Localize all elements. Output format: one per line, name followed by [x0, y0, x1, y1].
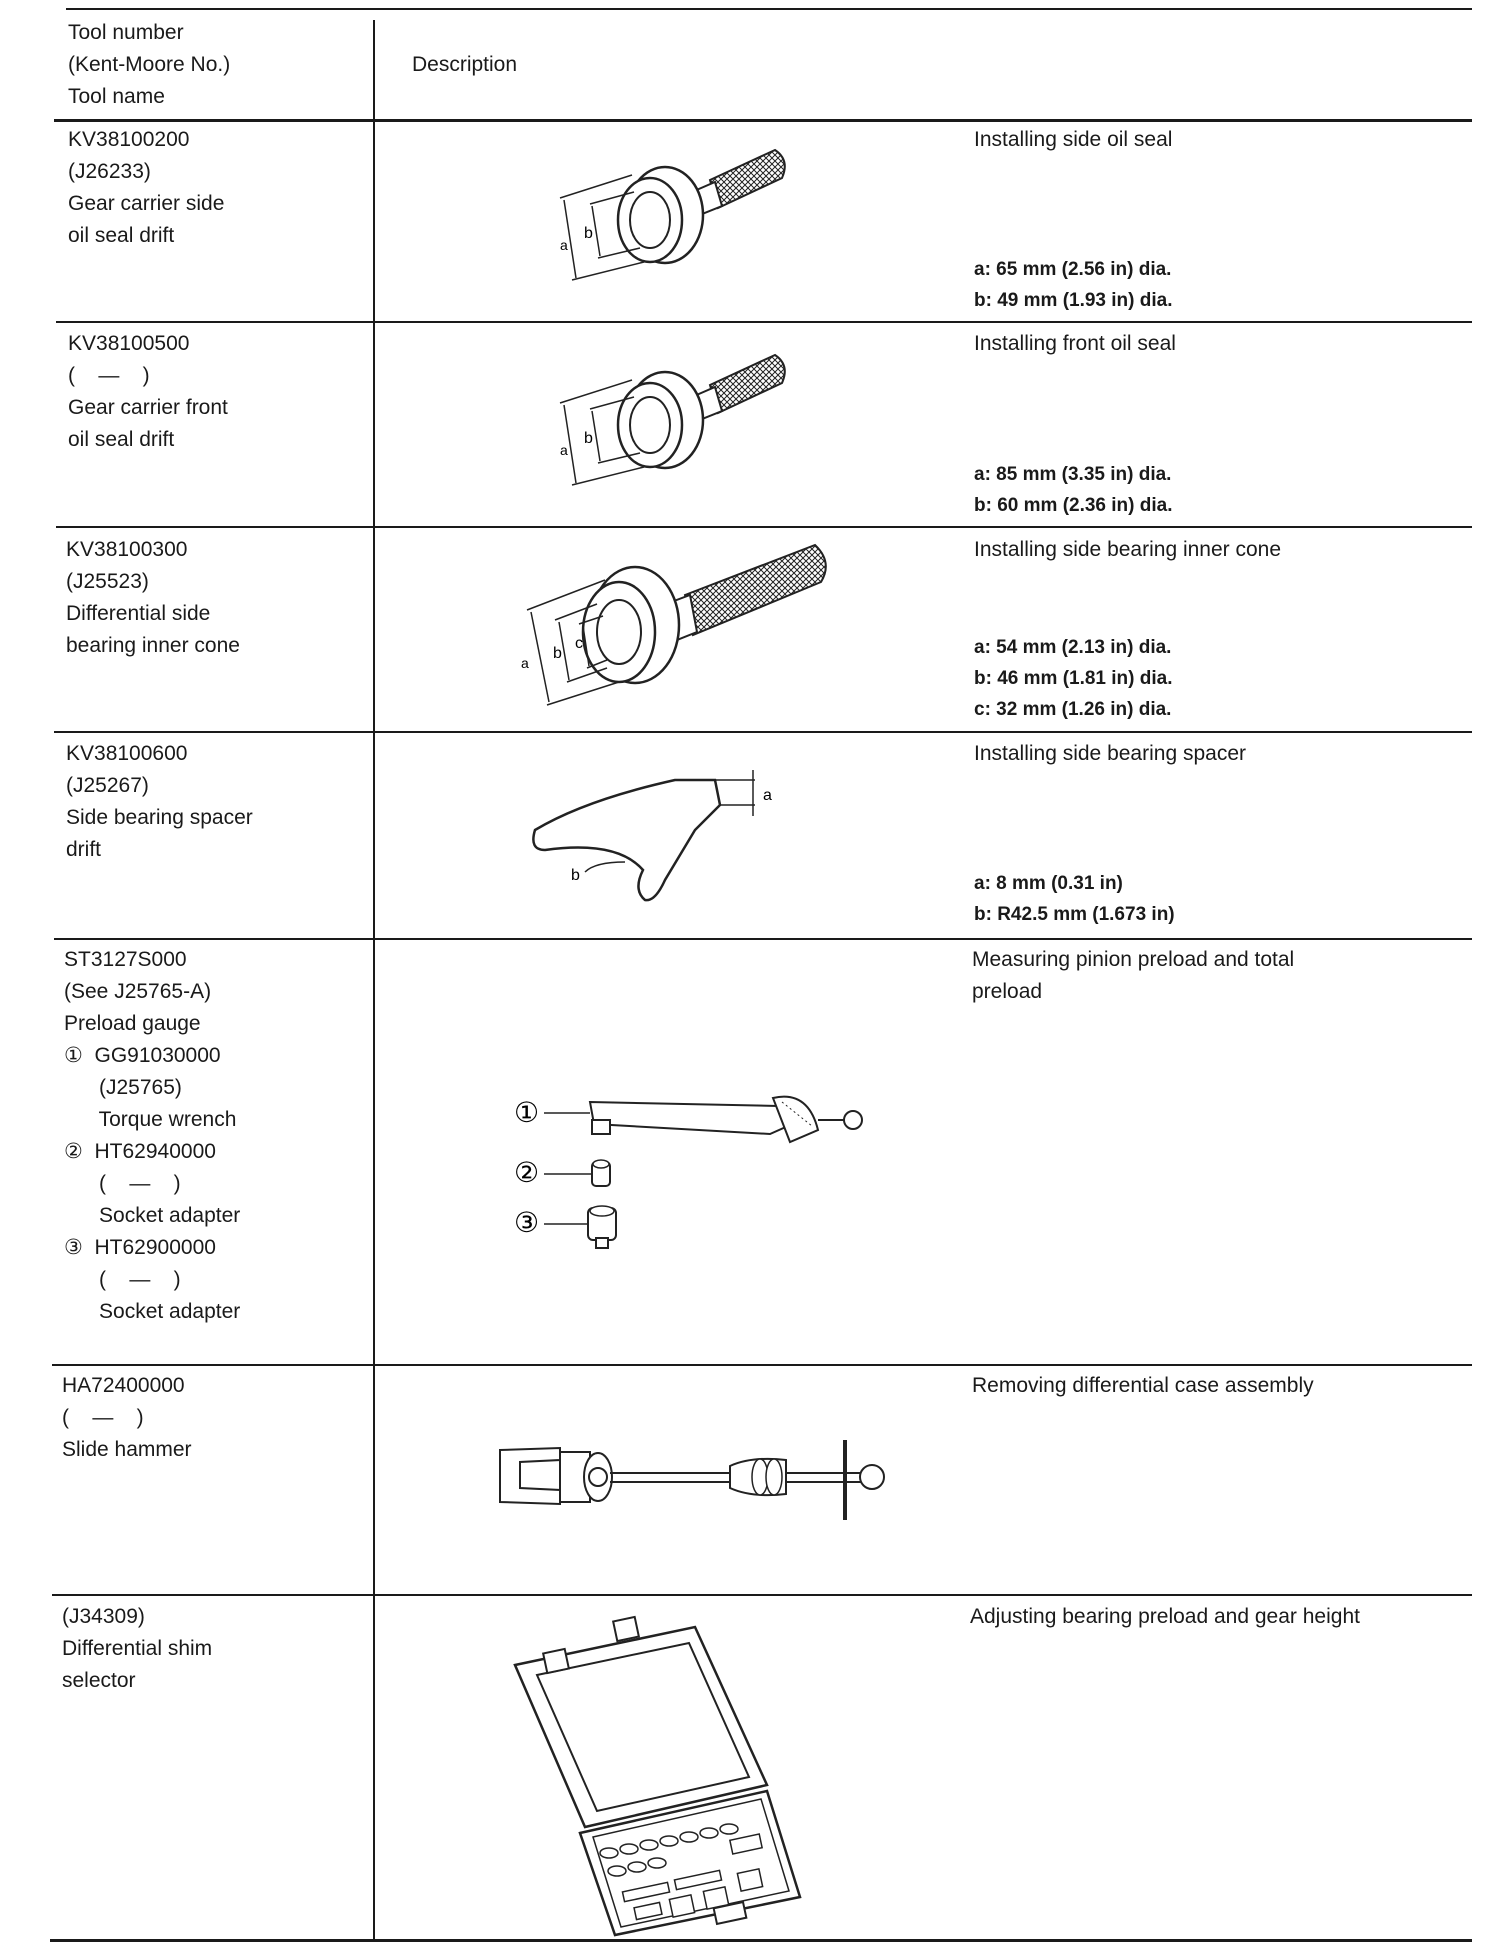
row-4-tool-name-2: drift — [66, 838, 102, 861]
callout-2: ② — [514, 1157, 540, 1188]
row-2-tool-name-2: oil seal drift — [68, 428, 175, 451]
row-3-label-c: c — [575, 635, 583, 652]
preload-gauge-illustration — [508, 1080, 878, 1280]
slide-hammer-illustration — [490, 1430, 900, 1530]
row-6-tool-name: Slide hammer — [62, 1438, 192, 1461]
row-6-tool-number: HA72400000 — [62, 1374, 185, 1397]
row-3-kent-moore: (J25523) — [66, 570, 149, 593]
row-1-dim-b: b: 49 mm (1.93 in) dia. — [974, 290, 1173, 311]
callout-1: ① — [514, 1097, 540, 1128]
header-tool-number: Tool number — [68, 21, 184, 44]
row-divider-5 — [52, 1364, 1472, 1366]
row-5-part-2-number: ② HT62940000 — [64, 1140, 216, 1163]
row-2-tool-number: KV38100500 — [68, 332, 190, 355]
row-1-dim-a: a: 65 mm (2.56 in) dia. — [974, 259, 1172, 280]
callout-3: ③ — [514, 1207, 540, 1238]
table-bottom-rule — [50, 1939, 1472, 1942]
front-oil-seal-drift-illustration — [550, 345, 800, 495]
row-5-part-1-number: ① GG91030000 — [64, 1044, 221, 1067]
row-5-part-2-kent-moore: ( — ) — [64, 1172, 181, 1195]
row-3-label-a: a — [521, 655, 529, 671]
row-divider-3 — [54, 731, 1472, 733]
row-7-tool-name-2: selector — [62, 1669, 136, 1692]
row-2-dim-b: b: 60 mm (2.36 in) dia. — [974, 495, 1173, 516]
row-2-purpose: Installing front oil seal — [974, 332, 1176, 355]
row-7-kent-moore: (J34309) — [62, 1605, 145, 1628]
row-1-label-a: a — [560, 237, 568, 253]
row-2-tool-name-1: Gear carrier front — [68, 396, 228, 419]
row-3-dim-c: c: 32 mm (1.26 in) dia. — [974, 699, 1172, 720]
row-3-tool — [66, 534, 240, 662]
row-1-tool-number: KV38100200 — [68, 128, 190, 151]
row-7-tool — [62, 1601, 212, 1697]
row-6-kent-moore: ( — ) — [62, 1406, 144, 1429]
header-bottom-rule — [54, 119, 1472, 122]
row-4-label-a: a — [763, 787, 772, 804]
header-description: Description — [412, 53, 518, 76]
row-1-purpose: Installing side oil seal — [974, 128, 1173, 151]
row-4-tool-number: KV38100600 — [66, 742, 188, 765]
row-4-label-b: b — [571, 867, 580, 884]
bearing-inner-cone-drift-illustration — [515, 540, 825, 710]
row-2-label-a: a — [560, 442, 568, 458]
row-divider-2 — [56, 526, 1472, 528]
row-7-purpose: Adjusting bearing preload and gear height — [970, 1605, 1360, 1628]
row-2-dim-a: a: 85 mm (3.35 in) dia. — [974, 464, 1172, 485]
header-kent-moore: (Kent-Moore No.) — [68, 53, 231, 76]
row-1-tool-name-2: oil seal drift — [68, 224, 175, 247]
row-1-kent-moore: (J26233) — [68, 160, 151, 183]
row-1-label-b: b — [584, 225, 593, 242]
row-5-part-3-kent-moore: ( — ) — [64, 1268, 181, 1291]
table-top-rule — [66, 8, 1472, 10]
row-1-tool — [68, 124, 224, 252]
row-5-part-3-number: ③ HT62900000 — [64, 1236, 216, 1259]
row-6-purpose: Removing differential case assembly — [972, 1374, 1314, 1397]
row-2-dimensions — [974, 459, 1173, 521]
row-4-dimensions — [974, 868, 1175, 930]
column-divider — [373, 20, 375, 1942]
row-1-dimensions — [974, 254, 1173, 316]
row-5-purpose-line-2: preload — [972, 980, 1043, 1003]
row-5-kent-moore: (See J25765-A) — [64, 980, 212, 1003]
row-3-purpose: Installing side bearing inner cone — [974, 538, 1282, 561]
row-3-label-b: b — [553, 645, 562, 662]
row-2-kent-moore: ( — ) — [68, 364, 150, 387]
row-5-tool — [64, 944, 240, 1328]
row-5-purpose-line-1: Measuring pinion preload and total — [972, 948, 1295, 971]
row-1-tool-name-1: Gear carrier side — [68, 192, 225, 215]
row-3-tool-name-2: bearing inner cone — [66, 634, 240, 657]
row-3-dim-b: b: 46 mm (1.81 in) dia. — [974, 668, 1173, 689]
row-2-tool — [68, 328, 228, 456]
row-6-tool — [62, 1370, 192, 1466]
header-tool-name: Tool name — [68, 85, 165, 108]
row-3-dim-a: a: 54 mm (2.13 in) dia. — [974, 637, 1172, 658]
row-4-kent-moore: (J25267) — [66, 774, 149, 797]
row-4-dim-a: a: 8 mm (0.31 in) — [974, 873, 1123, 894]
row-5-part-1-kent-moore: (J25765) — [64, 1076, 182, 1099]
shim-selector-case-illustration — [505, 1605, 815, 1935]
row-5-part-1-name: Torque wrench — [64, 1108, 237, 1131]
row-2-label-b: b — [584, 430, 593, 447]
row-7-tool-name-1: Differential shim — [62, 1637, 213, 1660]
row-3-dimensions — [974, 632, 1173, 725]
oil-seal-drift-illustration — [550, 140, 800, 290]
header-tool-column — [68, 17, 230, 113]
row-5-part-2-name: Socket adapter — [64, 1204, 241, 1227]
row-5-part-3-name: Socket adapter — [64, 1300, 241, 1323]
row-3-tool-number: KV38100300 — [66, 538, 188, 561]
row-3-tool-name-1: Differential side — [66, 602, 211, 625]
row-4-purpose: Installing side bearing spacer — [974, 742, 1246, 765]
row-divider-6 — [52, 1594, 1472, 1596]
row-5-tool-number: ST3127S000 — [64, 948, 187, 971]
row-4-dim-b: b: R42.5 mm (1.673 in) — [974, 904, 1175, 925]
row-4-tool-name-1: Side bearing spacer — [66, 806, 253, 829]
row-5-tool-name: Preload gauge — [64, 1012, 201, 1035]
bearing-spacer-drift-illustration — [525, 770, 795, 910]
row-divider-4 — [54, 938, 1472, 940]
row-divider-1 — [56, 321, 1472, 323]
row-5-purpose — [972, 944, 1294, 1008]
row-4-tool — [66, 738, 253, 866]
